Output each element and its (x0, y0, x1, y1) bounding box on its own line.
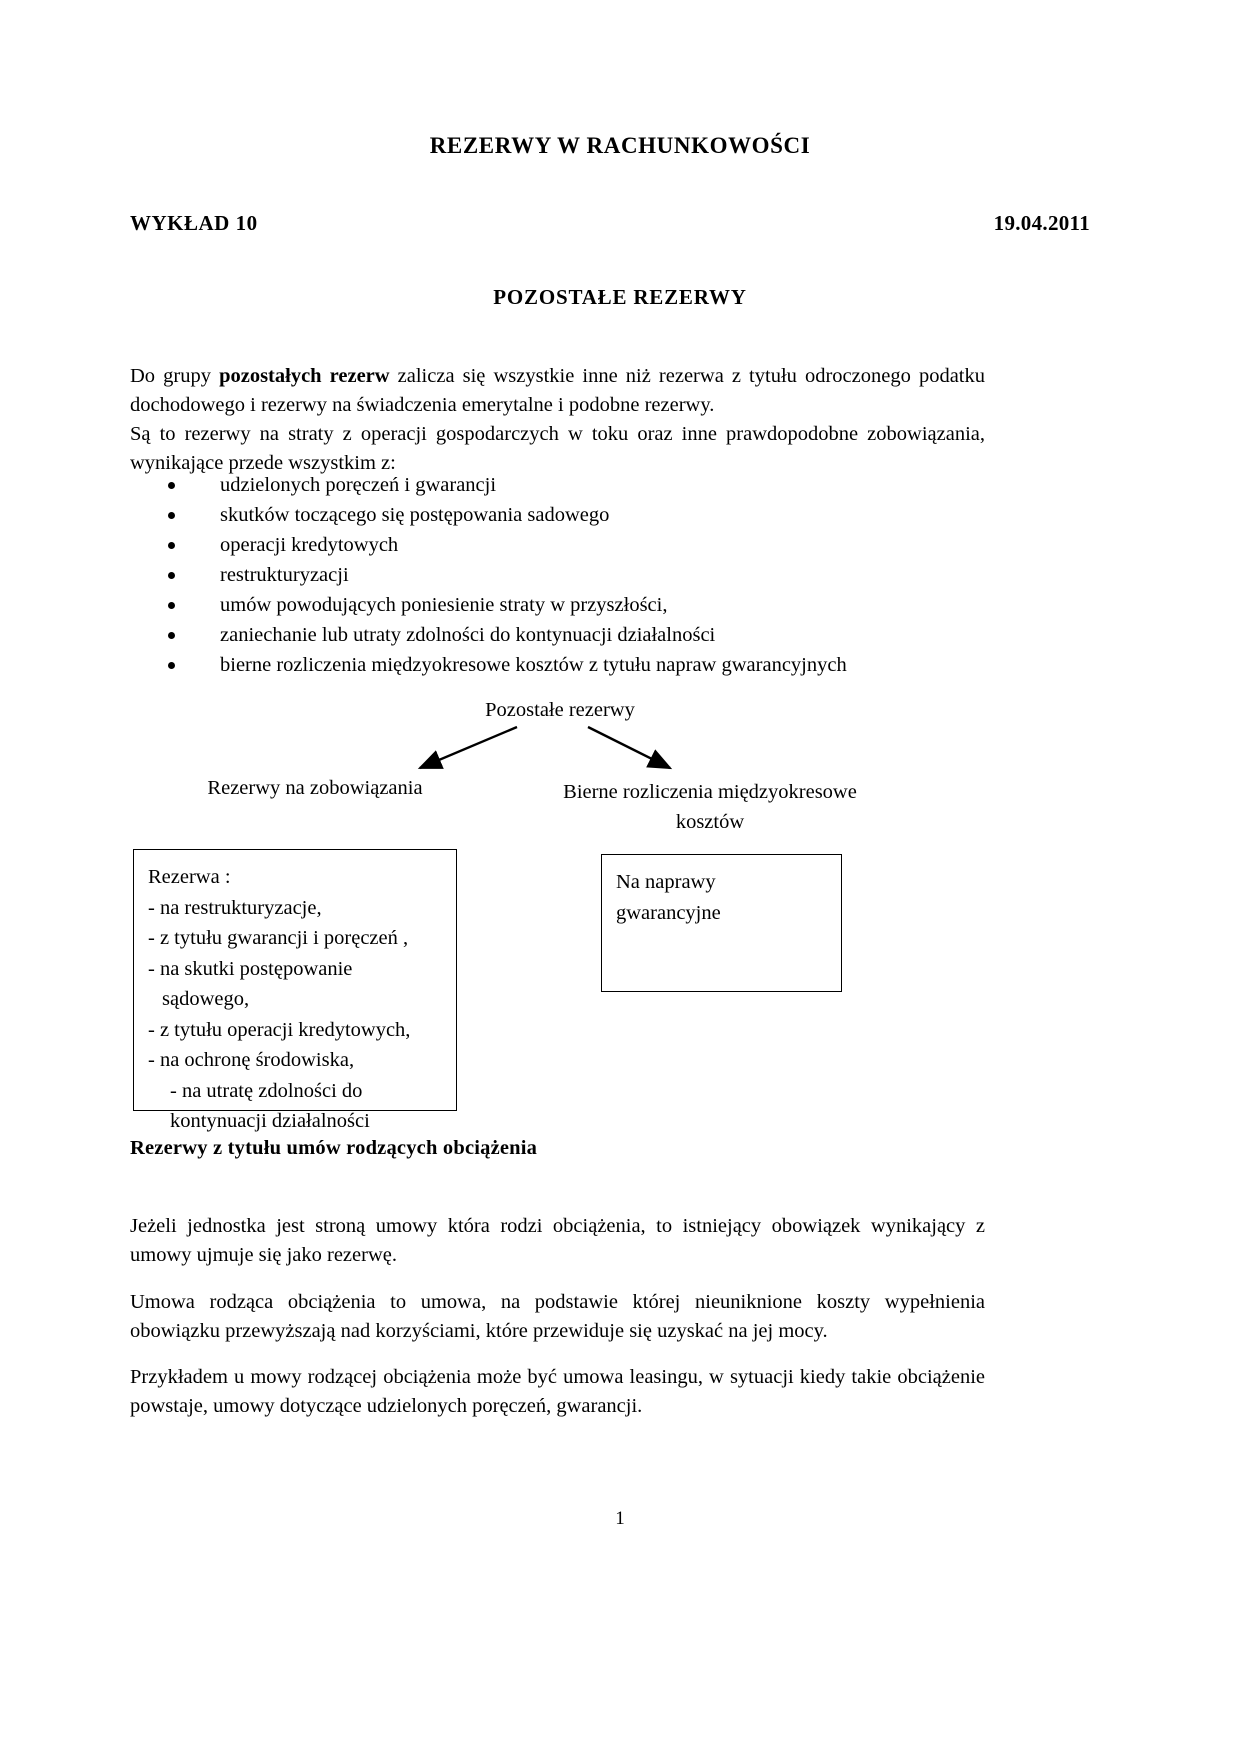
bullet-dot-icon (168, 482, 175, 489)
intro-paragraph-2: Są to rezerwy na straty z operacji gospodarczych w toku oraz inne prawdopodobne zobowiązania, wynikające przede wszystkim z: (130, 423, 985, 474)
intro-paragraph-1 (130, 362, 985, 420)
list-item-label: zaniechanie lub utraty zdolności do kontynuacji działalności (220, 624, 716, 646)
intro-text-bold: pozostałych rezerw (219, 365, 390, 387)
list-item-label: operacji kredytowych (220, 534, 399, 556)
bullet-dot-icon (168, 602, 175, 609)
lecture-header-row (130, 211, 1090, 236)
diagram-branch-left-label: Rezerwy na zobowiązania (207, 777, 423, 799)
list-item-label: skutków toczącego się postępowania sadowego (220, 504, 610, 526)
list-item (160, 590, 990, 620)
box-left-line: - na restrukturyzacje, (148, 896, 322, 919)
lecture-date: 19.04.2011 (993, 211, 1090, 235)
page-number: 1 (615, 1508, 625, 1529)
box-left-line: Rezerwa : (148, 866, 231, 888)
lecture-number: WYKŁAD 10 (130, 211, 258, 235)
box-left-line: - z tytułu gwarancji i poręczeń , (148, 927, 409, 949)
list-item (160, 500, 990, 530)
warranty-repairs-box (601, 854, 842, 992)
bullet-dot-icon (168, 572, 175, 579)
onerous-contracts-paragraph-2: Umowa rodząca obciążenia to umowa, na podstawie której nieuniknione koszty wypełnienia obowiązku przewyższają nad korzyściami, które przewiduje się uzyskać na jej mocy. (130, 1291, 985, 1342)
bullet-dot-icon (168, 632, 175, 639)
list-item (160, 470, 990, 500)
diagram-branch-right-label (520, 777, 900, 837)
list-item-label: bierne rozliczenia międzyokresowe kosztów z tytułu napraw gwarancyjnych (220, 654, 847, 676)
onerous-contracts-paragraph-1: Jeżeli jednostka jest stroną umowy która rodzi obciążenia, to istniejący obowiązek wynikający z umowy ujmuje się jako rezerwę. (130, 1215, 985, 1266)
list-item-label: udzielonych poręczeń i gwarancji (220, 474, 497, 496)
box-left-line: - na ochronę środowiska, (148, 1049, 355, 1071)
list-item-label: umów powodujących poniesienie straty w przyszłości, (220, 594, 668, 616)
box-left-line: kontynuacji działalności (170, 1110, 370, 1132)
list-item (160, 560, 990, 590)
box-right-line: Na naprawy (616, 871, 716, 893)
diagram-branch-right-line1: Bierne rozliczenia międzyokresowe (563, 781, 857, 803)
list-item (160, 650, 990, 680)
box-left-line: - na skutki postępowanie (148, 957, 353, 980)
bullet-dot-icon (168, 542, 175, 549)
diagram-branch-right-line2: kosztów (675, 811, 745, 833)
arrow-left (420, 727, 517, 768)
box-left-line: sądowego, (162, 988, 250, 1010)
box-left-line: - na utratę zdolności do (170, 1079, 363, 1102)
liability-provisions-box (133, 849, 457, 1132)
diagram-root-label: Pozostałe rezerwy (485, 699, 635, 721)
intro-text-post: zalicza się wszystkie inne niż rezerwa z tytułu odroczonego podatku dochodowego i rezerwy na świadczenia emerytalne i podobne rezerwy. (130, 365, 985, 416)
list-item (160, 620, 990, 650)
onerous-contracts-paragraph-3: Przykładem u mowy rodzącej obciążenia może być umowa leasingu, w sytuacji kiedy takie obciążenie powstaje, umowy dotyczące udzielonych poręczeń, gwarancji. (130, 1366, 985, 1417)
provision-sources-list (160, 470, 990, 680)
intro-text-pre: Do grupy (130, 365, 220, 387)
arrow-right (588, 727, 670, 768)
section-title: POZOSTAŁE REZERWY (493, 285, 747, 309)
box-left-line: - z tytułu operacji kredytowych, (148, 1018, 411, 1041)
bullet-dot-icon (168, 512, 175, 519)
list-item (160, 530, 990, 560)
onerous-contracts-subheading: Rezerwy z tytułu umów rodzących obciążenia (130, 1137, 538, 1159)
document-title: REZERWY W RACHUNKOWOŚCI (429, 133, 811, 158)
box-right-line: gwarancyjne (616, 901, 721, 924)
provisions-tree-diagram (0, 695, 1240, 850)
list-item-label: restrukturyzacji (220, 564, 349, 586)
bullet-dot-icon (168, 662, 175, 669)
